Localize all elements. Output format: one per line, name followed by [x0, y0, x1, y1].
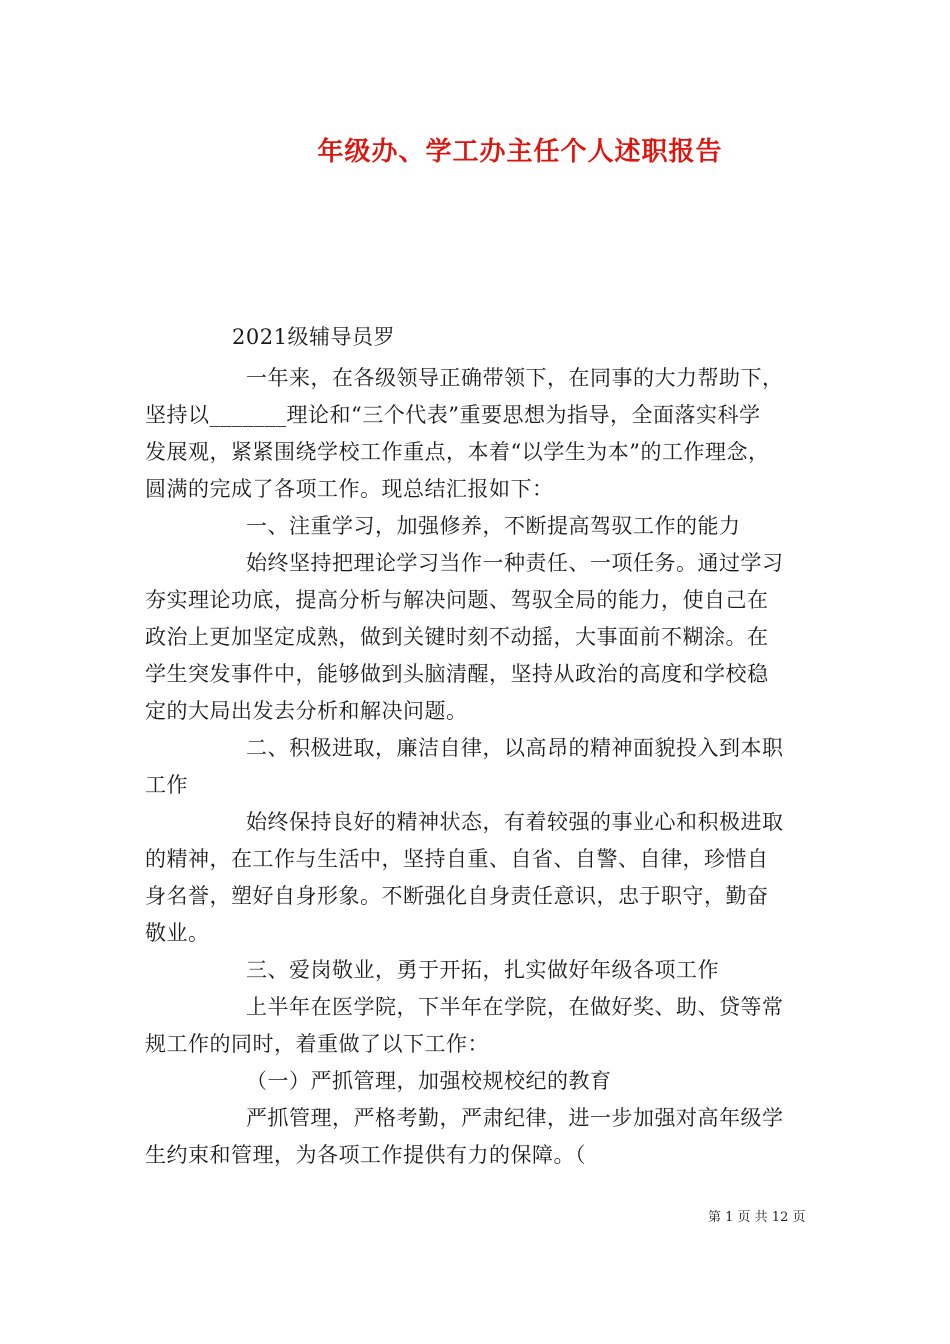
section-heading: 一、注重学习，加强修养，不断提高驾驭工作的能力	[246, 514, 741, 538]
body-line: 坚持以_______理论和“三个代表”重要思想为指导，全面落实科学	[145, 403, 761, 427]
body-line: 敬业。	[145, 921, 210, 945]
body-line: 夯实理论功底，提高分析与解决问题、驾驭全局的能力，使自己在	[145, 588, 769, 612]
body-line: 规工作的同时，着重做了以下工作：	[145, 1032, 489, 1056]
body-line: 的精神，在工作与生活中，坚持自重、自省、自警、自律，珍惜自	[145, 847, 769, 871]
body-line: 身名誉，塑好自身形象。不断强化自身责任意识，忠于职守，勤奋	[145, 884, 769, 908]
body-line: 一年来，在各级领导正确带领下，在同事的大力帮助下，	[246, 366, 784, 390]
body-line: 严抓管理，严格考勤，严肃纪律，进一步加强对高年级学	[246, 1106, 784, 1130]
body-line: 圆满的完成了各项工作。现总结汇报如下：	[145, 477, 554, 501]
section-heading: 三、爱岗敬业，勇于开拓，扎实做好年级各项工作	[246, 958, 719, 982]
page-number: 第 1 页 共 12 页	[708, 1210, 806, 1225]
subsection-heading: （一）严抓管理，加强校规校纪的教育	[246, 1069, 612, 1093]
document-title: 年级办、学工办主任个人述职报告	[317, 137, 723, 167]
body-line: 始终坚持把理论学习当作一种责任、一项任务。通过学习	[246, 551, 784, 575]
body-line: 始终保持良好的精神状态，有着较强的事业心和积极进取	[246, 810, 784, 834]
body-line: 生约束和管理，为各项工作提供有力的保障。（	[145, 1143, 586, 1167]
body-line: 学生突发事件中，能够做到头脑清醒，坚持从政治的高度和学校稳	[145, 662, 769, 686]
body-line: 政治上更加坚定成熟，做到关键时刻不动摇，大事面前不糊涂。在	[145, 625, 769, 649]
section-heading: 二、积极进取，廉洁自律，以高昂的精神面貌投入到本职	[246, 736, 784, 760]
body-line: 发展观，紧紧围绕学校工作重点，本着“以学生为本”的工作理念，	[145, 440, 770, 464]
author-line: 2021级辅导员罗	[232, 325, 395, 349]
body-line: 上半年在医学院，下半年在学院，在做好奖、助、贷等常	[246, 995, 784, 1019]
body-line: 定的大局出发去分析和解决问题。	[145, 699, 468, 723]
section-heading-cont: 工作	[145, 773, 188, 797]
